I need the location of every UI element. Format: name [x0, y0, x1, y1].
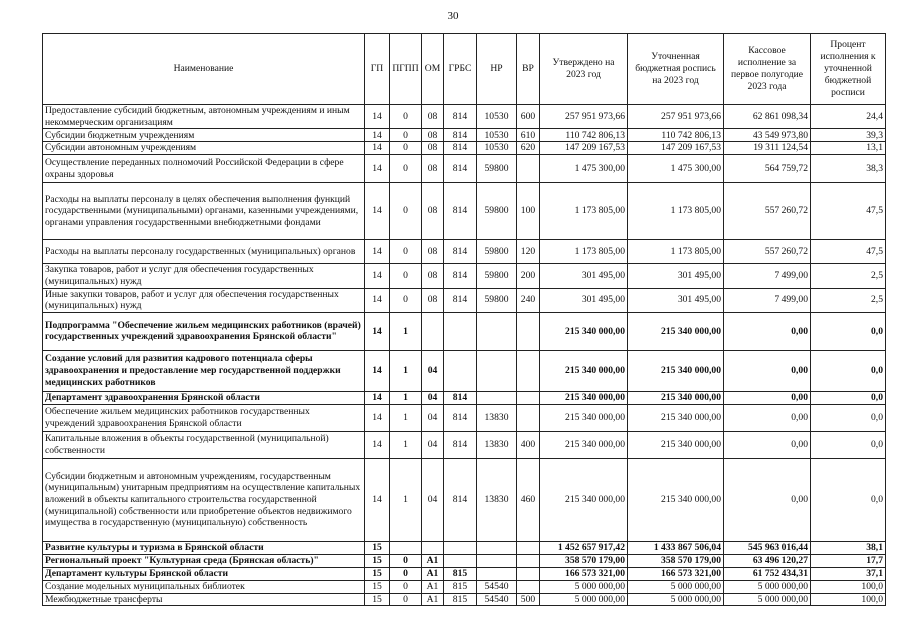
row-ppgp-cell: 0 — [390, 554, 422, 567]
row-np-cell: 10530 — [477, 105, 517, 129]
row-gp-cell: 14 — [365, 350, 390, 391]
table-row — [43, 240, 886, 264]
row-grbs-cell: 815 — [444, 567, 477, 580]
row-np-cell: 54540 — [477, 580, 517, 593]
row-vr-cell — [517, 391, 540, 404]
row-om-cell: 04 — [422, 431, 444, 458]
row-percent-cell: 0,0 — [811, 431, 886, 458]
row-name-cell: Иные закупки товаров, работ и услуг для обеспечения государственных (муниципальных) нужд — [43, 288, 365, 312]
row-grbs-cell: 815 — [444, 580, 477, 593]
header-percent: Процент исполнения к уточненной бюджетной росписи — [811, 34, 886, 105]
table-row — [43, 431, 886, 458]
row-name-cell: Осуществление переданных полномочий Российской Федерации в сфере охраны здоровья — [43, 155, 365, 183]
table-row — [43, 142, 886, 155]
row-percent-cell: 17,7 — [811, 554, 886, 567]
row-ppgp-cell: 0 — [390, 155, 422, 183]
row-cash-cell: 0,00 — [724, 404, 811, 431]
row-name-cell: Департамент здравоохранения Брянской области — [43, 391, 365, 404]
row-vr-cell — [517, 155, 540, 183]
row-percent-cell: 37,1 — [811, 567, 886, 580]
row-gp-cell: 15 — [365, 541, 390, 554]
row-gp-cell: 15 — [365, 580, 390, 593]
row-gp-cell: 14 — [365, 431, 390, 458]
row-gp-cell: 14 — [365, 288, 390, 312]
row-name-cell: Департамент культуры Брянской области — [43, 567, 365, 580]
row-vr-cell: 400 — [517, 431, 540, 458]
table-row — [43, 554, 886, 567]
row-percent-cell: 2,5 — [811, 264, 886, 288]
row-approved-cell: 215 340 000,00 — [540, 312, 628, 350]
row-approved-cell: 257 951 973,66 — [540, 105, 628, 129]
header-np: НР — [477, 34, 517, 105]
row-gp-cell: 15 — [365, 593, 390, 606]
row-refined-cell: 215 340 000,00 — [628, 312, 724, 350]
row-refined-cell: 1 173 805,00 — [628, 240, 724, 264]
row-approved-cell: 1 173 805,00 — [540, 183, 628, 240]
page-number: 30 — [447, 10, 459, 22]
table-row — [43, 105, 886, 129]
row-vr-cell: 500 — [517, 593, 540, 606]
row-cash-cell: 0,00 — [724, 458, 811, 541]
row-cash-cell: 5 000 000,00 — [724, 580, 811, 593]
row-om-cell — [422, 312, 444, 350]
table-row — [43, 183, 886, 240]
row-vr-cell — [517, 554, 540, 567]
row-cash-cell: 564 759,72 — [724, 155, 811, 183]
row-np-cell — [477, 350, 517, 391]
row-name-cell: Субсидии бюджетным учреждениям — [43, 129, 365, 142]
table-row — [43, 593, 886, 606]
table-row — [43, 288, 886, 312]
row-approved-cell: 358 570 179,00 — [540, 554, 628, 567]
row-ppgp-cell: 0 — [390, 567, 422, 580]
row-ppgp-cell: 1 — [390, 431, 422, 458]
row-approved-cell: 215 340 000,00 — [540, 404, 628, 431]
row-grbs-cell: 814 — [444, 288, 477, 312]
row-approved-cell: 5 000 000,00 — [540, 593, 628, 606]
table-row — [43, 350, 886, 391]
row-percent-cell: 100,0 — [811, 580, 886, 593]
row-percent-cell: 38,3 — [811, 155, 886, 183]
row-approved-cell: 215 340 000,00 — [540, 458, 628, 541]
row-refined-cell: 110 742 806,13 — [628, 129, 724, 142]
row-ppgp-cell: 0 — [390, 288, 422, 312]
row-grbs-cell — [444, 541, 477, 554]
row-grbs-cell: 814 — [444, 391, 477, 404]
row-name-cell: Расходы на выплаты персоналу в целях обеспечения выполнения функций государственными (муниципальными) органами, казенными учреждениями, органами управления государственными внебюджетными фондами — [43, 183, 365, 240]
table-row — [43, 404, 886, 431]
table-row — [43, 541, 886, 554]
header-cash: Кассовое исполнение за первое полугодие 2023 года — [724, 34, 811, 105]
row-vr-cell: 120 — [517, 240, 540, 264]
header-ppgp: ПГПП — [390, 34, 422, 105]
row-gp-cell: 14 — [365, 312, 390, 350]
table-row — [43, 391, 886, 404]
row-approved-cell: 1 173 805,00 — [540, 240, 628, 264]
row-ppgp-cell: 0 — [390, 580, 422, 593]
row-gp-cell: 14 — [365, 183, 390, 240]
header-om: ОМ — [422, 34, 444, 105]
row-np-cell: 59800 — [477, 264, 517, 288]
row-approved-cell: 5 000 000,00 — [540, 580, 628, 593]
row-vr-cell: 460 — [517, 458, 540, 541]
row-percent-cell: 24,4 — [811, 105, 886, 129]
row-grbs-cell — [444, 554, 477, 567]
row-vr-cell — [517, 404, 540, 431]
row-vr-cell: 100 — [517, 183, 540, 240]
row-cash-cell: 557 260,72 — [724, 183, 811, 240]
row-om-cell: 08 — [422, 142, 444, 155]
row-refined-cell: 1 475 300,00 — [628, 155, 724, 183]
row-om-cell: 08 — [422, 288, 444, 312]
row-vr-cell — [517, 541, 540, 554]
row-gp-cell: 14 — [365, 105, 390, 129]
row-name-cell: Создание условий для развития кадрового потенциала сферы здравоохранения и предоставление мер государственной поддержки медицинских работников — [43, 350, 365, 391]
row-percent-cell: 2,5 — [811, 288, 886, 312]
row-refined-cell: 1 173 805,00 — [628, 183, 724, 240]
row-gp-cell: 14 — [365, 391, 390, 404]
header-grbs: ГРБС — [444, 34, 477, 105]
row-cash-cell: 5 000 000,00 — [724, 593, 811, 606]
header-approved: Утверждено на 2023 год — [540, 34, 628, 105]
row-ppgp-cell: 0 — [390, 129, 422, 142]
row-ppgp-cell: 0 — [390, 142, 422, 155]
row-gp-cell: 14 — [365, 264, 390, 288]
row-grbs-cell: 814 — [444, 404, 477, 431]
row-gp-cell: 14 — [365, 142, 390, 155]
row-vr-cell — [517, 580, 540, 593]
table-row — [43, 567, 886, 580]
row-cash-cell: 62 861 098,34 — [724, 105, 811, 129]
table-row — [43, 129, 886, 142]
row-np-cell: 54540 — [477, 593, 517, 606]
row-refined-cell: 215 340 000,00 — [628, 391, 724, 404]
row-cash-cell: 0,00 — [724, 431, 811, 458]
header-name: Наименование — [43, 34, 365, 105]
row-cash-cell: 0,00 — [724, 350, 811, 391]
row-om-cell: 08 — [422, 155, 444, 183]
row-percent-cell: 0,0 — [811, 458, 886, 541]
row-om-cell: 08 — [422, 264, 444, 288]
row-name-cell: Субсидии автономным учреждениям — [43, 142, 365, 155]
row-percent-cell: 39,3 — [811, 129, 886, 142]
row-approved-cell: 110 742 806,13 — [540, 129, 628, 142]
row-gp-cell: 14 — [365, 404, 390, 431]
row-refined-cell: 147 209 167,53 — [628, 142, 724, 155]
row-np-cell — [477, 391, 517, 404]
row-percent-cell: 13,1 — [811, 142, 886, 155]
row-np-cell: 59800 — [477, 288, 517, 312]
row-approved-cell: 1 452 657 917,42 — [540, 541, 628, 554]
row-refined-cell: 301 495,00 — [628, 264, 724, 288]
row-vr-cell: 610 — [517, 129, 540, 142]
row-gp-cell: 15 — [365, 567, 390, 580]
row-name-cell: Создание модельных муниципальных библиотек — [43, 580, 365, 593]
row-np-cell: 13830 — [477, 431, 517, 458]
row-ppgp-cell: 1 — [390, 350, 422, 391]
row-om-cell: A1 — [422, 593, 444, 606]
row-np-cell: 10530 — [477, 142, 517, 155]
row-vr-cell: 200 — [517, 264, 540, 288]
row-refined-cell: 215 340 000,00 — [628, 350, 724, 391]
row-percent-cell: 100,0 — [811, 593, 886, 606]
row-grbs-cell: 814 — [444, 264, 477, 288]
row-ppgp-cell: 1 — [390, 391, 422, 404]
row-np-cell — [477, 541, 517, 554]
row-refined-cell: 301 495,00 — [628, 288, 724, 312]
row-percent-cell: 47,5 — [811, 183, 886, 240]
budget-table — [42, 33, 886, 606]
row-percent-cell: 0,0 — [811, 350, 886, 391]
table-row — [43, 264, 886, 288]
row-ppgp-cell: 1 — [390, 312, 422, 350]
row-refined-cell: 215 340 000,00 — [628, 458, 724, 541]
row-om-cell: 08 — [422, 240, 444, 264]
row-ppgp-cell: 0 — [390, 105, 422, 129]
table-row — [43, 312, 886, 350]
table-row — [43, 155, 886, 183]
row-refined-cell: 215 340 000,00 — [628, 404, 724, 431]
row-np-cell — [477, 312, 517, 350]
row-ppgp-cell: 0 — [390, 183, 422, 240]
row-percent-cell: 0,0 — [811, 404, 886, 431]
row-cash-cell: 0,00 — [724, 312, 811, 350]
row-om-cell: 04 — [422, 404, 444, 431]
row-grbs-cell: 814 — [444, 155, 477, 183]
row-approved-cell: 301 495,00 — [540, 288, 628, 312]
row-name-cell: Субсидии бюджетным и автономным учреждениям, государственным (муниципальным) унитарным предприятиям на осуществление капитальных вложений в объекты капитального строительства государственной (муниципальной) собственности или приобретение объектов недвижимого имущества в государственную (муниципальную) собственность — [43, 458, 365, 541]
row-vr-cell: 240 — [517, 288, 540, 312]
row-approved-cell: 215 340 000,00 — [540, 431, 628, 458]
row-om-cell: 04 — [422, 458, 444, 541]
row-om-cell: 08 — [422, 129, 444, 142]
row-vr-cell — [517, 567, 540, 580]
row-grbs-cell: 814 — [444, 458, 477, 541]
row-grbs-cell — [444, 350, 477, 391]
row-om-cell: A1 — [422, 554, 444, 567]
row-gp-cell: 14 — [365, 155, 390, 183]
row-gp-cell: 14 — [365, 240, 390, 264]
row-cash-cell: 0,00 — [724, 391, 811, 404]
row-name-cell: Обеспечение жильем медицинских работников государственных учреждений здравоохранения Брянской области — [43, 404, 365, 431]
row-name-cell: Развитие культуры и туризма в Брянской области — [43, 541, 365, 554]
row-name-cell: Межбюджетные трансферты — [43, 593, 365, 606]
row-vr-cell — [517, 350, 540, 391]
table-row — [43, 458, 886, 541]
row-gp-cell: 14 — [365, 129, 390, 142]
row-percent-cell: 47,5 — [811, 240, 886, 264]
row-cash-cell: 63 496 120,27 — [724, 554, 811, 567]
table-row — [43, 580, 886, 593]
row-refined-cell: 358 570 179,00 — [628, 554, 724, 567]
row-ppgp-cell: 1 — [390, 404, 422, 431]
row-gp-cell: 15 — [365, 554, 390, 567]
header-gp: ГП — [365, 34, 390, 105]
row-ppgp-cell: 1 — [390, 458, 422, 541]
row-name-cell: Закупка товаров, работ и услуг для обеспечения государственных (муниципальных) нужд — [43, 264, 365, 288]
row-percent-cell: 0,0 — [811, 312, 886, 350]
row-cash-cell: 19 311 124,54 — [724, 142, 811, 155]
header-refined: Уточненная бюджетная роспись на 2023 год — [628, 34, 724, 105]
row-grbs-cell: 814 — [444, 105, 477, 129]
table-header-row — [43, 34, 886, 105]
row-np-cell — [477, 567, 517, 580]
row-om-cell: 08 — [422, 105, 444, 129]
row-cash-cell: 61 752 434,31 — [724, 567, 811, 580]
row-refined-cell: 257 951 973,66 — [628, 105, 724, 129]
row-np-cell: 59800 — [477, 240, 517, 264]
row-cash-cell: 557 260,72 — [724, 240, 811, 264]
row-om-cell — [422, 541, 444, 554]
row-approved-cell: 166 573 321,00 — [540, 567, 628, 580]
row-ppgp-cell: 0 — [390, 593, 422, 606]
row-om-cell: 08 — [422, 183, 444, 240]
row-grbs-cell: 814 — [444, 183, 477, 240]
row-name-cell: Расходы на выплаты персоналу государственных (муниципальных) органов — [43, 240, 365, 264]
row-np-cell: 59800 — [477, 155, 517, 183]
row-cash-cell: 7 499,00 — [724, 264, 811, 288]
row-om-cell: A1 — [422, 567, 444, 580]
row-ppgp-cell: 0 — [390, 264, 422, 288]
row-name-cell: Региональный проект "Культурная среда (Брянская область)" — [43, 554, 365, 567]
row-grbs-cell: 814 — [444, 129, 477, 142]
row-ppgp-cell — [390, 541, 422, 554]
row-refined-cell: 5 000 000,00 — [628, 580, 724, 593]
row-approved-cell: 301 495,00 — [540, 264, 628, 288]
row-np-cell: 59800 — [477, 183, 517, 240]
row-refined-cell: 5 000 000,00 — [628, 593, 724, 606]
row-cash-cell: 7 499,00 — [724, 288, 811, 312]
row-np-cell: 13830 — [477, 404, 517, 431]
row-refined-cell: 1 433 867 506,04 — [628, 541, 724, 554]
row-percent-cell: 0,0 — [811, 391, 886, 404]
row-cash-cell: 43 549 973,80 — [724, 129, 811, 142]
row-om-cell: 04 — [422, 350, 444, 391]
row-grbs-cell: 815 — [444, 593, 477, 606]
row-approved-cell: 1 475 300,00 — [540, 155, 628, 183]
row-grbs-cell: 814 — [444, 431, 477, 458]
row-om-cell: 04 — [422, 391, 444, 404]
row-vr-cell: 620 — [517, 142, 540, 155]
row-om-cell: A1 — [422, 580, 444, 593]
row-np-cell: 13830 — [477, 458, 517, 541]
row-np-cell: 10530 — [477, 129, 517, 142]
row-name-cell: Предоставление субсидий бюджетным, автономным учреждениям и иным некоммерческим организациям — [43, 105, 365, 129]
row-cash-cell: 545 963 016,44 — [724, 541, 811, 554]
header-vr: ВР — [517, 34, 540, 105]
row-gp-cell: 14 — [365, 458, 390, 541]
row-approved-cell: 215 340 000,00 — [540, 350, 628, 391]
row-name-cell: Подпрограмма "Обеспечение жильем медицинских работников (врачей) государственных учреждений здравоохранения Брянской области" — [43, 312, 365, 350]
row-percent-cell: 38,1 — [811, 541, 886, 554]
row-approved-cell: 147 209 167,53 — [540, 142, 628, 155]
row-grbs-cell: 814 — [444, 240, 477, 264]
row-ppgp-cell: 0 — [390, 240, 422, 264]
row-vr-cell: 600 — [517, 105, 540, 129]
row-vr-cell — [517, 312, 540, 350]
row-np-cell — [477, 554, 517, 567]
row-grbs-cell — [444, 312, 477, 350]
row-approved-cell: 215 340 000,00 — [540, 391, 628, 404]
row-refined-cell: 166 573 321,00 — [628, 567, 724, 580]
row-refined-cell: 215 340 000,00 — [628, 431, 724, 458]
row-name-cell: Капитальные вложения в объекты государственной (муниципальной) собственности — [43, 431, 365, 458]
row-grbs-cell: 814 — [444, 142, 477, 155]
